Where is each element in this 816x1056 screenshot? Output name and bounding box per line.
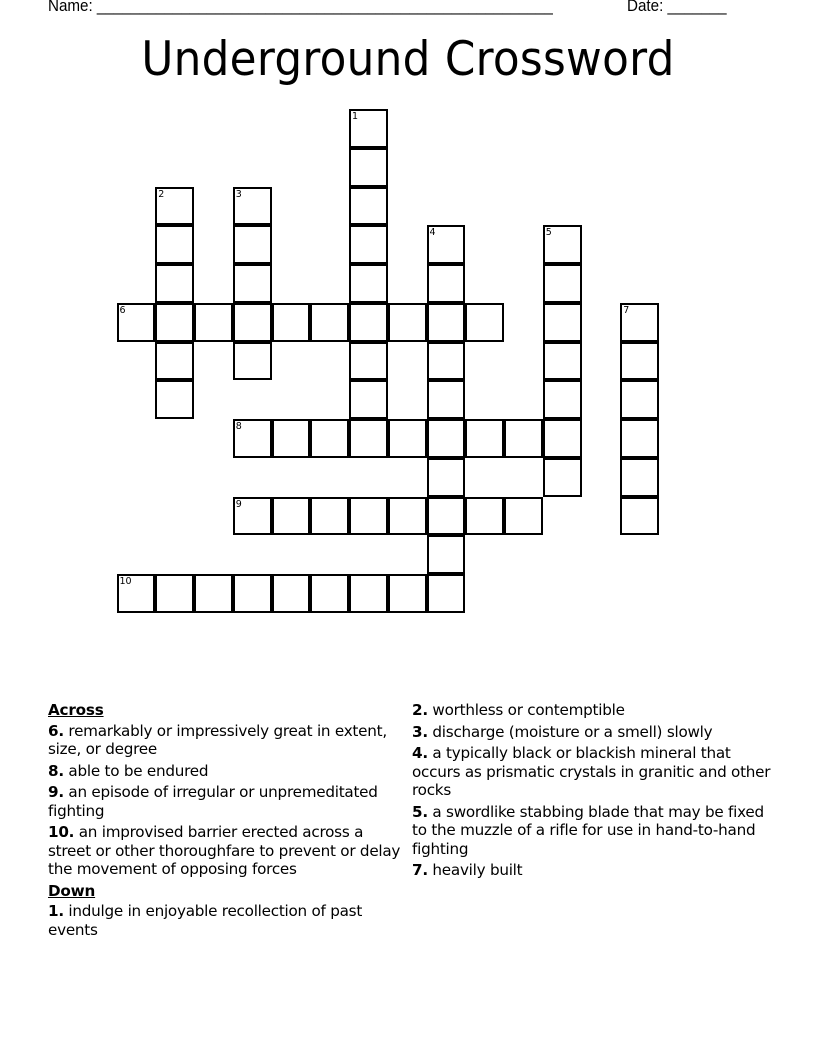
crossword-cell[interactable] (388, 419, 427, 458)
clue-across-8 (48, 762, 408, 781)
down-heading: Down (48, 881, 96, 900)
clue-down-1 (48, 902, 408, 939)
crossword-cell[interactable] (272, 497, 311, 536)
crossword-cell[interactable] (465, 419, 504, 458)
crossword-cell[interactable] (349, 303, 388, 342)
cell-number: 3 (235, 188, 242, 200)
crossword-cell[interactable] (310, 497, 349, 536)
crossword-cell[interactable] (310, 419, 349, 458)
crossword-cell[interactable] (427, 264, 466, 303)
crossword-cell[interactable] (349, 225, 388, 264)
crossword-cell[interactable] (233, 497, 272, 536)
crossword-cell[interactable] (543, 303, 582, 342)
name-field[interactable]: Name: ______________________________________________________ (48, 0, 553, 15)
crossword-cell[interactable] (427, 225, 466, 264)
clue-text: a swordlike stabbing blade that may be fixed to the muzzle of a rifle for use in hand-to-hand fighting (412, 802, 764, 858)
crossword-cell[interactable] (155, 574, 194, 613)
crossword-cell[interactable] (504, 419, 543, 458)
clue-number: 2. (412, 701, 428, 719)
crossword-cell[interactable] (543, 458, 582, 497)
crossword-cell[interactable] (620, 342, 659, 381)
clue-number: 6. (48, 721, 64, 740)
crossword-cell[interactable] (349, 109, 388, 148)
cell-number: 6 (119, 304, 126, 316)
clue-text: remarkably or impressively great in extent, size, or degree (48, 721, 387, 758)
cell-number: 8 (235, 421, 242, 432)
clue-number: 7. (412, 861, 428, 879)
crossword-cell[interactable] (349, 187, 388, 226)
crossword-cell[interactable] (117, 574, 156, 613)
clue-number: 5. (412, 802, 428, 821)
crossword-cell[interactable] (620, 419, 659, 458)
clue-down-5 (412, 803, 772, 859)
clue-down-2 (412, 701, 772, 720)
crossword-cell[interactable] (194, 303, 233, 342)
clue-down-7 (412, 861, 772, 880)
crossword-cell[interactable] (427, 535, 466, 574)
cell-number: 10 (119, 576, 132, 587)
clue-text: able to be endured (63, 761, 209, 780)
crossword-cell[interactable] (427, 419, 466, 458)
crossword-cell[interactable] (155, 225, 194, 264)
crossword-cell[interactable] (465, 303, 504, 342)
cell-number: 9 (235, 498, 242, 510)
crossword-cell[interactable] (310, 303, 349, 342)
crossword-cell[interactable] (349, 419, 388, 458)
crossword-cell[interactable] (272, 303, 311, 342)
crossword-cell[interactable] (427, 458, 466, 497)
crossword-cell[interactable] (504, 497, 543, 536)
clue-number: 9. (48, 783, 64, 801)
crossword-cell[interactable] (155, 187, 194, 226)
crossword-cell[interactable] (349, 148, 388, 187)
clue-text: an episode of irregular or unpremeditated fighting (48, 783, 378, 820)
crossword-cell[interactable] (233, 303, 272, 342)
crossword-cell[interactable] (543, 342, 582, 381)
clue-across-9 (48, 783, 408, 820)
crossword-cell[interactable] (233, 419, 272, 458)
cell-number: 4 (429, 227, 436, 239)
crossword-cell[interactable] (233, 574, 272, 613)
clue-number: 3. (412, 722, 428, 741)
crossword-cell[interactable] (349, 264, 388, 303)
crossword-cell[interactable] (194, 574, 233, 613)
clue-across-6 (48, 722, 408, 759)
clue-text: heavily built (427, 861, 523, 879)
crossword-cell[interactable] (233, 264, 272, 303)
crossword-cell[interactable] (543, 380, 582, 419)
cell-number: 2 (158, 188, 165, 200)
clue-down-3 (412, 723, 772, 742)
crossword-cell[interactable] (117, 303, 156, 342)
crossword-cell[interactable] (388, 574, 427, 613)
crossword-cell[interactable] (349, 380, 388, 419)
page-title: Underground Crossword (141, 32, 675, 87)
crossword-cell[interactable] (620, 380, 659, 419)
crossword-cell[interactable] (349, 497, 388, 536)
clue-text: worthless or contemptible (427, 701, 625, 719)
crossword-cell[interactable] (155, 342, 194, 381)
clue-number: 10. (48, 823, 75, 841)
clue-text: a typically black or blackish mineral that occurs as prismatic crystals in granitic and other rocks (412, 744, 771, 799)
clue-number: 8. (48, 761, 64, 780)
crossword-cell[interactable] (543, 225, 582, 264)
crossword-cell[interactable] (349, 342, 388, 381)
clues-column-left (48, 701, 408, 942)
crossword-cell[interactable] (388, 497, 427, 536)
crossword-cell[interactable] (427, 574, 466, 613)
cell-number: 5 (545, 227, 552, 239)
crossword-cell[interactable] (543, 264, 582, 303)
clue-text: indulge in enjoyable recollection of past events (48, 902, 363, 939)
crossword-cell[interactable] (427, 303, 466, 342)
crossword-cell[interactable] (272, 574, 311, 613)
crossword-cell[interactable] (427, 342, 466, 381)
clue-text: discharge (moisture or a smell) slowly (427, 722, 713, 741)
clues-column-right (412, 701, 772, 883)
crossword-cell[interactable] (233, 187, 272, 226)
crossword-cell[interactable] (155, 380, 194, 419)
clue-text: an improvised barrier erected across a street or other thoroughfare to prevent or delay the movement of opposing forces (48, 823, 401, 878)
crossword-cell[interactable] (465, 497, 504, 536)
crossword-cell[interactable] (620, 458, 659, 497)
crossword-cell[interactable] (155, 264, 194, 303)
crossword-cell[interactable] (620, 303, 659, 342)
crossword-cell[interactable] (272, 419, 311, 458)
crossword-cell[interactable] (543, 419, 582, 458)
crossword-cell[interactable] (155, 303, 194, 342)
crossword-cell[interactable] (349, 574, 388, 613)
crossword-cell[interactable] (427, 497, 466, 536)
crossword-cell[interactable] (620, 497, 659, 536)
date-field[interactable]: Date: _______ (627, 0, 727, 15)
crossword-cell[interactable] (233, 342, 272, 381)
crossword-cell[interactable] (310, 574, 349, 613)
crossword-cell[interactable] (233, 225, 272, 264)
clue-number: 1. (48, 902, 64, 920)
cell-number: 7 (623, 304, 630, 316)
clue-down-4 (412, 744, 772, 800)
across-heading: Across (48, 701, 104, 719)
clue-across-10 (48, 823, 408, 879)
crossword-cell[interactable] (427, 380, 466, 419)
crossword-cell[interactable] (388, 303, 427, 342)
cell-number: 1 (352, 111, 359, 122)
clue-number: 4. (412, 744, 428, 762)
